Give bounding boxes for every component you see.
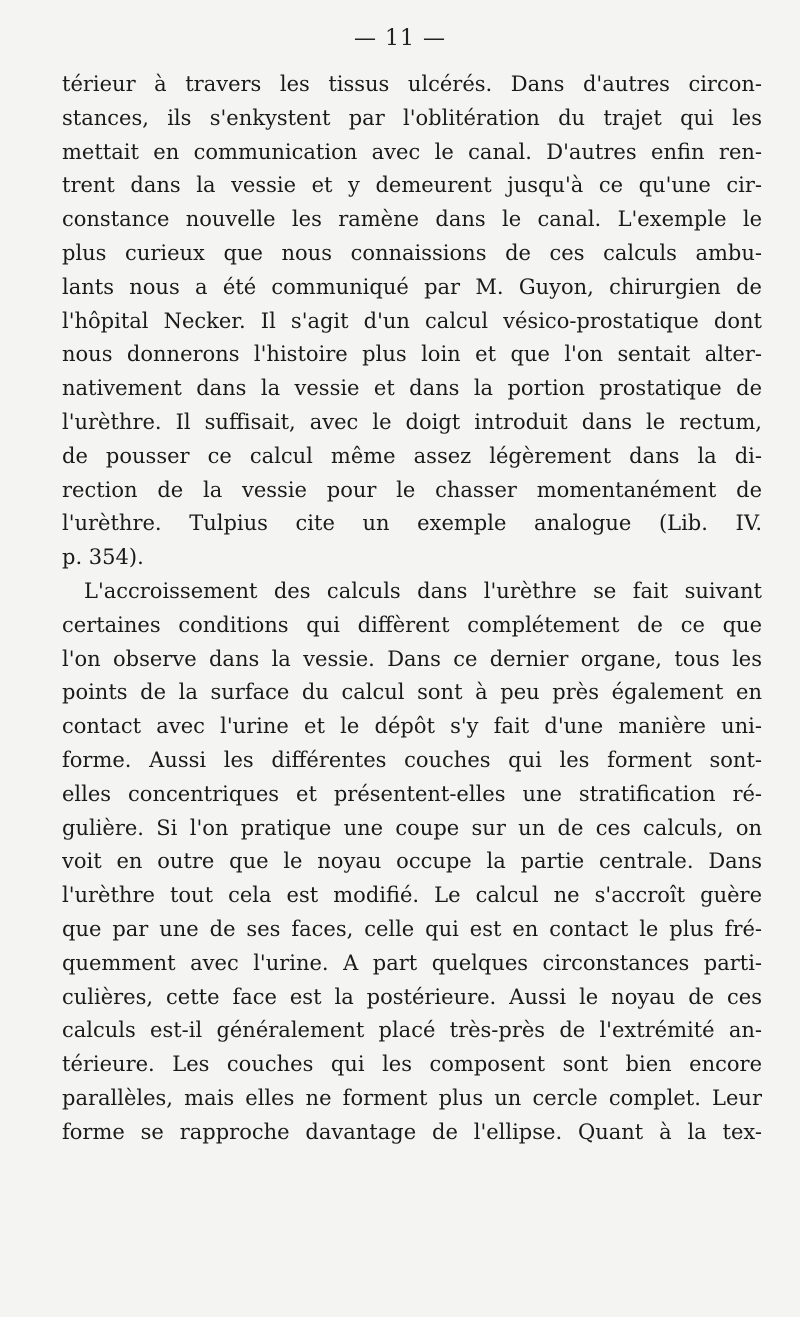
text-line: lants nous a été communiqué par M. Guyon, chirurgien de [62, 274, 762, 299]
text-line: forme. Aussi les différentes couches qui les forment sont- [62, 747, 762, 772]
text-line: l'on observe dans la vessie. Dans ce dernier organe, tous les [62, 646, 762, 671]
text-line: gulière. Si l'on pratique une coupe sur un de ces calculs, on [62, 815, 762, 840]
text-line: trent dans la vessie et y demeurent jusqu'à ce qu'une cir- [62, 173, 762, 198]
text-line: nativement dans la vessie et dans la portion prostatique de [62, 376, 762, 401]
text-line: certaines conditions qui diffèrent complétement de ce que [62, 612, 762, 637]
body-text [62, 68, 762, 1150]
text-line: l'urèthre. Tulpius cite un exemple analogue (Lib. IV. [62, 511, 762, 536]
text-line: l'urèthre tout cela est modifié. Le calcul ne s'accroît guère [62, 883, 762, 908]
text-line: culières, cette face est la postérieure. Aussi le noyau de ces [62, 984, 762, 1009]
text-line: l'hôpital Necker. Il s'agit d'un calcul vésico-prostatique dont [62, 308, 762, 333]
text-line: quemment avec l'urine. A part quelques circonstances parti- [62, 950, 762, 975]
text-line: voit en outre que le noyau occupe la partie centrale. Dans [62, 849, 762, 874]
text-line: l'urèthre. Il suffisait, avec le doigt introduit dans le rectum, [62, 409, 762, 434]
text-line: calculs est-il généralement placé très-près de l'extrémité an- [62, 1018, 762, 1043]
page-number: — 11 — [354, 26, 446, 51]
text-line: de pousser ce calcul même assez légèrement dans la di- [62, 443, 762, 468]
text-line: térieure. Les couches qui les composent sont bien encore [62, 1052, 762, 1077]
text-line: p. 354). [62, 545, 144, 570]
text-line: nous donnerons l'histoire plus loin et que l'on sentait alter- [62, 342, 762, 367]
text-line: stances, ils s'enkystent par l'oblitération du trajet qui les [62, 105, 762, 130]
text-line: mettait en communication avec le canal. D'autres enfin ren- [62, 139, 762, 164]
text-line: forme se rapproche davantage de l'ellipse. Quant à la tex- [62, 1119, 762, 1144]
text-line: points de la surface du calcul sont à peu près également en [62, 680, 762, 705]
text-line: elles concentriques et présentent-elles une stratification ré- [62, 781, 762, 806]
text-line: parallèles, mais elles ne forment plus un cercle complet. Leur [62, 1085, 762, 1110]
text-line: que par une de ses faces, celle qui est en contact le plus fré- [62, 916, 762, 941]
text-line: contact avec l'urine et le dépôt s'y fait d'une manière uni- [62, 714, 762, 739]
text-line: plus curieux que nous connaissions de ces calculs ambu- [62, 240, 762, 265]
text-line: térieur à travers les tissus ulcérés. Dans d'autres circon- [62, 72, 762, 96]
paragraph-start-line: L'accroissement des calculs dans l'urèthre se fait suivant [84, 578, 762, 603]
text-line: constance nouvelle les ramène dans le canal. L'exemple le [62, 207, 762, 232]
text-line: rection de la vessie pour le chasser momentanément de [62, 477, 762, 502]
